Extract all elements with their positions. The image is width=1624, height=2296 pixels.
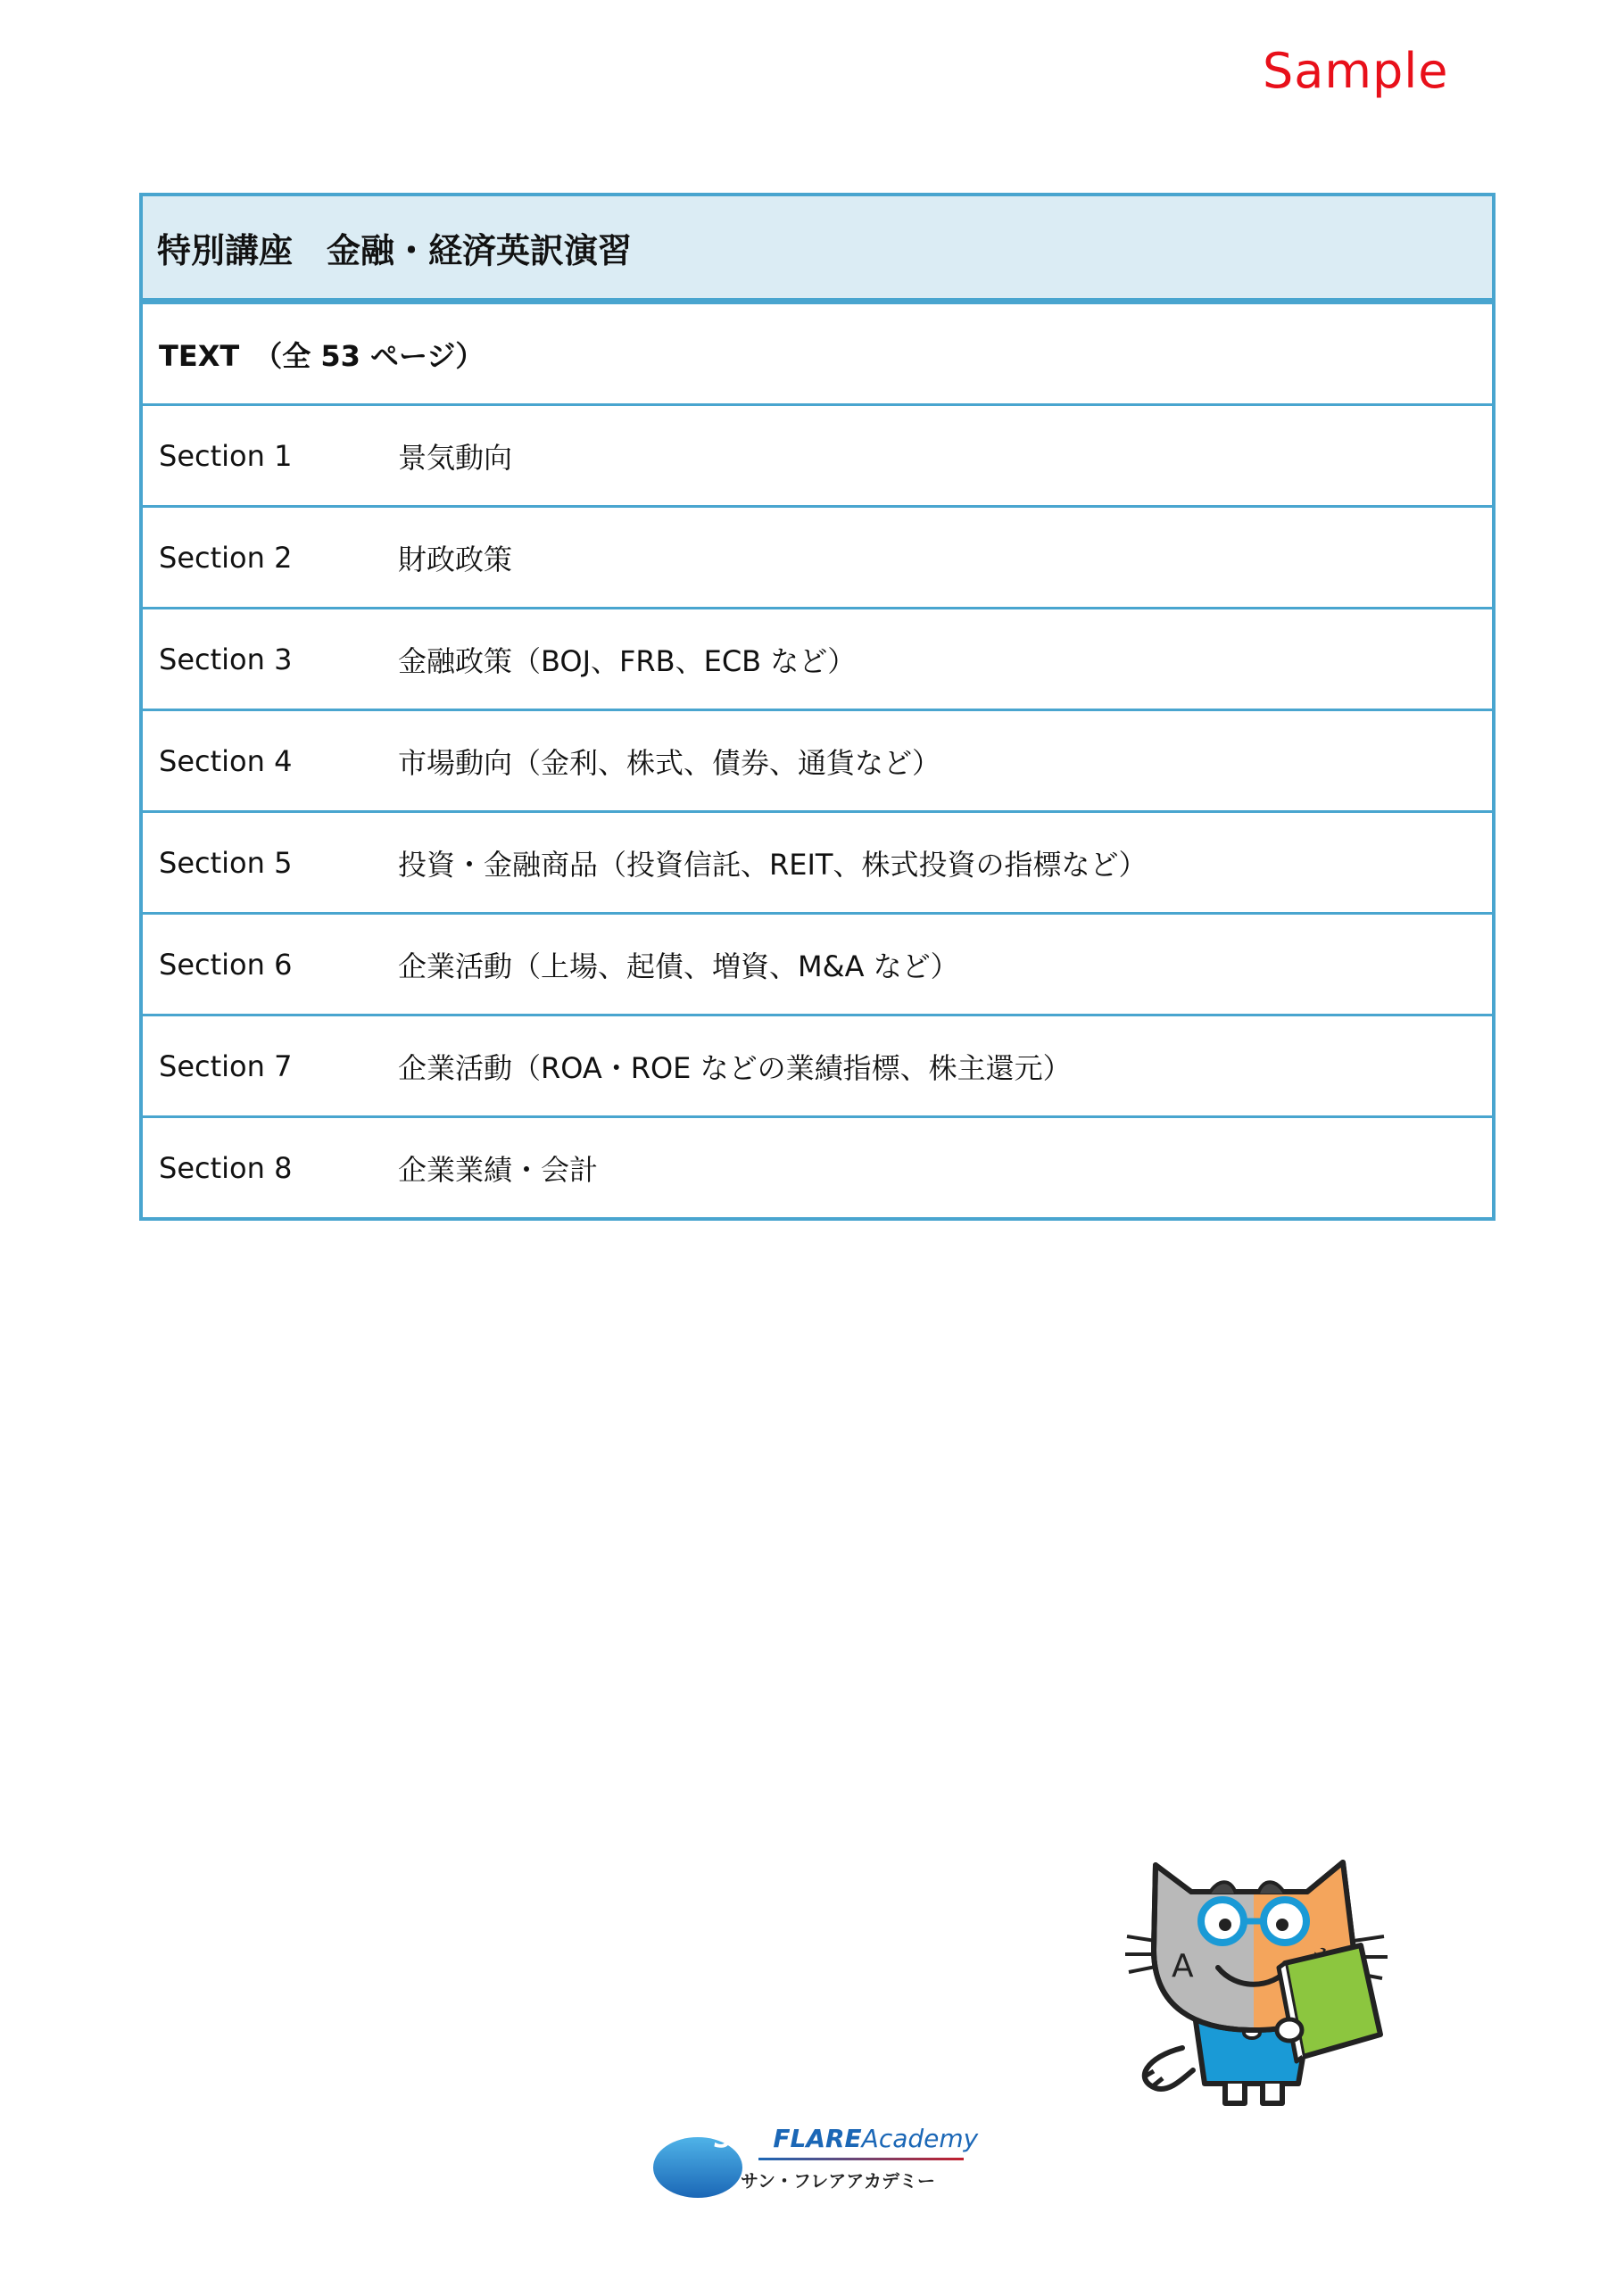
logo-kana-text: サン・フレアアカデミー xyxy=(741,2170,935,2192)
cat-tail xyxy=(1145,2048,1193,2089)
section-number: Section 2 xyxy=(159,540,293,575)
section-row-4 xyxy=(143,709,1492,810)
section-title: 市場動向（金利、株式、債券、通貨など） xyxy=(398,745,941,780)
section-number: Section 5 xyxy=(159,845,293,880)
logo-academy-text: Academy xyxy=(861,2124,979,2153)
cat-mascot-illustration xyxy=(1120,1843,1396,2110)
section-row-5 xyxy=(143,810,1492,912)
table-of-contents xyxy=(139,193,1496,1221)
section-number: Section 7 xyxy=(159,1049,293,1083)
logo-divider-line xyxy=(758,2158,964,2160)
section-title: 金融政策（BOJ、FRB、ECB など） xyxy=(398,643,857,678)
text-header: TEXT （全 53 ページ） xyxy=(159,338,485,373)
section-number: Section 6 xyxy=(159,947,293,982)
section-title: 企業業績・会計 xyxy=(398,1152,599,1187)
section-number: Section 8 xyxy=(159,1150,293,1185)
logo-brand-text xyxy=(714,2124,978,2153)
green-book-icon xyxy=(1277,1945,1380,2061)
section-row-6 xyxy=(143,912,1492,1014)
course-title: 特別講座 金融・経済英訳演習 xyxy=(143,196,1492,302)
sample-watermark: Sample xyxy=(1263,43,1449,99)
section-title: 景気動向 xyxy=(398,440,513,475)
letter-a-mark: A xyxy=(1172,1948,1194,1985)
section-title: 企業活動（上場、起債、増資、M&A など） xyxy=(398,949,959,983)
section-title: 投資・金融商品（投資信託、REIT、株式投資の指標など） xyxy=(398,847,1148,882)
section-title: 財政政策 xyxy=(398,542,513,576)
section-number: Section 1 xyxy=(159,438,293,473)
logo-sun-text: SUN xyxy=(714,2124,774,2153)
section-row-3 xyxy=(143,607,1492,709)
logo-flare-text: FLARE xyxy=(773,2124,862,2153)
section-row-2 xyxy=(143,505,1492,607)
section-title: 企業活動（ROA・ROE などの業績指標、株主還元） xyxy=(398,1050,1072,1085)
section-row-7 xyxy=(143,1014,1492,1115)
section-row-1 xyxy=(143,403,1492,505)
section-number: Section 4 xyxy=(159,743,293,778)
section-number: Section 3 xyxy=(159,642,293,676)
sunflare-academy-logo xyxy=(651,2122,990,2202)
text-header-row xyxy=(143,302,1492,403)
section-row-8 xyxy=(143,1115,1492,1217)
